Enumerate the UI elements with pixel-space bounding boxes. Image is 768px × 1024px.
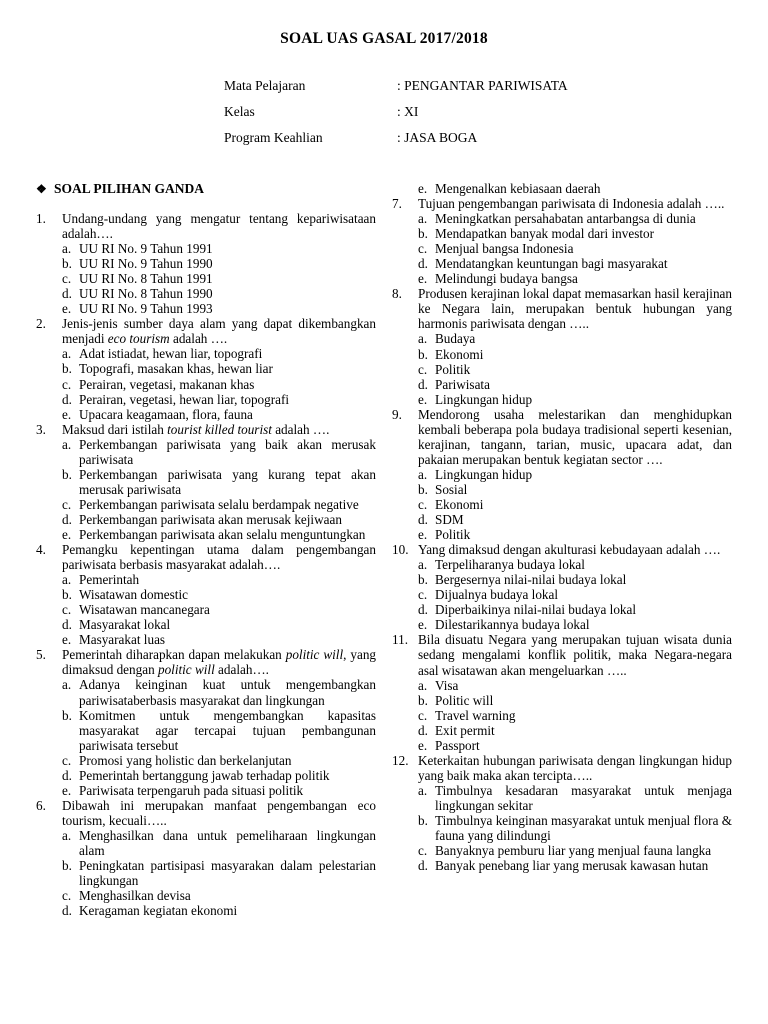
option-item (62, 617, 376, 632)
option-item (62, 301, 376, 316)
option-letter: d. (62, 903, 72, 919)
question-item (36, 542, 376, 647)
question-text-part: adalah …. (169, 331, 228, 347)
option-item (418, 572, 732, 587)
option-item (62, 346, 376, 361)
option-letter: c. (62, 496, 72, 512)
question-text (62, 647, 376, 677)
option-text: Lingkungan hidup (435, 466, 533, 482)
option-text: Perkembangan pariwisata akan selalu menguntungkan (79, 526, 366, 542)
option-letter: c. (62, 376, 72, 392)
option-letter: e. (62, 782, 72, 798)
option-letter: d. (62, 511, 72, 527)
option-item (62, 572, 376, 587)
italic-term: politic will (157, 662, 215, 678)
option-letter: a. (62, 436, 72, 452)
option-letter: e. (418, 527, 428, 543)
continued-option-block (392, 181, 732, 196)
option-text: Lingkungan hidup (435, 391, 533, 407)
option-text: Passport (435, 737, 480, 753)
option-text: Timbulnya kesadaran masyarakat untuk menjaga lingkungan sekitar (435, 782, 732, 813)
option-item (62, 768, 376, 783)
question-text (62, 422, 376, 437)
option-text: Bergesernya nilai-nilai budaya lokal (435, 572, 627, 588)
question-number: 9. (392, 406, 402, 422)
exam-title: SOAL UAS GASAL 2017/2018 (280, 30, 488, 47)
option-text: Perkembangan pariwisata yang baik akan merusak pariwisata (79, 436, 376, 467)
option-text: UU RI No. 9 Tahun 1991 (79, 241, 213, 257)
question-number: 7. (392, 196, 402, 212)
option-letter: b. (62, 858, 72, 874)
option-text: Peningkatan partisipasi masyarakan dalam pelestarian lingkungan (79, 858, 376, 889)
option-text: Wisatawan domestic (79, 587, 188, 603)
option-item (62, 241, 376, 256)
option-item (418, 783, 732, 813)
question-text (62, 316, 376, 346)
option-text: UU RI No. 9 Tahun 1990 (79, 256, 213, 272)
question-text-part: Jenis-jenis sumber daya alam yang dapat dikembangkan menjadi (62, 316, 376, 347)
option-letter: a. (62, 677, 72, 693)
option-letter: c. (62, 602, 72, 618)
option-item (62, 271, 376, 286)
option-item (62, 753, 376, 768)
option-letter: d. (418, 858, 428, 874)
option-letter: d. (62, 767, 72, 783)
question-number: 1. (36, 211, 46, 226)
option-letter: e. (418, 181, 428, 196)
option-letter: b. (62, 256, 72, 272)
meta-value: : JASA BOGA (397, 130, 478, 145)
option-item (418, 602, 732, 617)
option-letter: c. (62, 271, 72, 287)
question-number: 12. (392, 752, 409, 768)
question-item (392, 753, 732, 873)
question-item (392, 407, 732, 542)
meta-label: Program Keahlian (224, 130, 323, 145)
option-item (418, 678, 732, 693)
option-text: Pemerintah bertanggung jawab terhadap politik (79, 767, 330, 783)
option-item (62, 377, 376, 392)
option-item (418, 527, 732, 542)
option-text: Promosi yang holistic dan berkelanjutan (79, 752, 292, 768)
option-item (418, 241, 732, 256)
option-item (418, 362, 732, 377)
option-text: Sosial (435, 481, 468, 497)
option-letter: b. (418, 692, 428, 708)
option-letter: b. (418, 226, 428, 242)
option-letter: e. (62, 301, 72, 317)
left-column (36, 211, 376, 918)
question-item (36, 422, 376, 542)
option-item (418, 512, 732, 527)
question-text: Produsen kerajinan lokal dapat memasarkan hasil kerajinan ke Negara lain, merupakan bentuk hubungan yang harmonis pariwisata dengan ….. (418, 286, 732, 332)
option-letter: d. (418, 256, 428, 272)
question-number: 3. (36, 421, 46, 437)
option-item (418, 693, 732, 708)
option-text: Dilestarikannya budaya lokal (435, 617, 590, 633)
question-number: 8. (392, 286, 402, 302)
question-text-part: adalah …. (271, 421, 330, 437)
question-text-part: Pemerintah diharapkan dapan melakukan (62, 647, 286, 663)
question-number: 2. (36, 316, 46, 332)
option-letter: a. (418, 331, 428, 347)
option-letter: e. (62, 632, 72, 648)
option-item (62, 708, 376, 753)
option-letter: b. (62, 587, 72, 603)
question-item (392, 286, 732, 406)
question-text-part: , yang dimaksud dengan (62, 647, 377, 678)
option-item (418, 557, 732, 572)
option-letter: d. (418, 722, 428, 738)
option-item (62, 392, 376, 407)
option-text: Mengenalkan kebiasaan daerah (435, 181, 601, 196)
option-text: Pemerintah (79, 572, 140, 588)
option-text: Menjual bangsa Indonesia (435, 241, 574, 257)
option-text: Melindungi budaya bangsa (435, 271, 578, 287)
option-item (62, 527, 376, 542)
option-letter: e. (62, 526, 72, 542)
option-item (62, 858, 376, 888)
option-text: Diperbaikinya nilai-nilai budaya lokal (435, 602, 637, 618)
option-letter: c. (418, 496, 428, 512)
option-text: Ekonomi (435, 496, 484, 512)
option-text: Perkembangan pariwisata selalu berdampak negative (79, 496, 359, 512)
question-item (36, 647, 376, 797)
option-letter: a. (418, 557, 428, 573)
question-item (36, 798, 376, 918)
option-text: Timbulnya keinginan masyarakat untuk menjual flora & fauna yang dilindungi (435, 812, 732, 844)
option-item (62, 632, 376, 647)
option-letter: c. (418, 843, 428, 859)
option-item (62, 677, 376, 707)
option-letter: c. (62, 888, 72, 904)
option-item (62, 286, 376, 301)
option-item (418, 226, 732, 241)
option-text: SDM (435, 512, 464, 528)
option-text: Keragaman kegiatan ekonomi (79, 903, 238, 919)
option-text: Pariwisata terpengaruh pada situasi politik (79, 782, 304, 798)
option-item (418, 813, 732, 843)
option-letter: d. (418, 602, 428, 618)
question-number: 5. (36, 647, 46, 663)
option-letter: a. (418, 677, 428, 693)
meta-label: Mata Pelajaran (224, 78, 306, 93)
question-text: Undang-undang yang mengatur tentang kepariwisataan adalah…. (62, 211, 376, 242)
option-letter: a. (62, 241, 72, 257)
option-letter: c. (418, 241, 428, 257)
question-text: Dibawah ini merupakan manfaat pengembangan eco tourism, kecuali….. (62, 797, 376, 828)
option-item (62, 256, 376, 271)
question-item (392, 632, 732, 752)
option-item (62, 888, 376, 903)
question-text: Yang dimaksud dengan akulturasi kebudayaan adalah …. (418, 542, 721, 558)
italic-term: tourist killed tourist (167, 421, 272, 437)
option-letter: e. (418, 617, 428, 633)
question-text: Tujuan pengembangan pariwisata di Indonesia adalah ….. (418, 196, 725, 212)
diamond-bullet-icon: ❖ (36, 182, 47, 196)
option-text: UU RI No. 9 Tahun 1993 (79, 301, 213, 317)
option-item (418, 467, 732, 482)
meta-value: : XI (397, 104, 419, 119)
option-letter: b. (62, 707, 72, 723)
option-item (418, 708, 732, 723)
section-heading (36, 181, 204, 197)
option-letter: e. (418, 271, 428, 287)
option-text: Terpeliharanya budaya lokal (435, 557, 585, 573)
option-item (418, 271, 732, 286)
option-letter: c. (418, 707, 428, 723)
question-item (392, 196, 732, 286)
question-item (36, 211, 376, 316)
option-letter: d. (62, 391, 72, 407)
option-letter: b. (418, 572, 428, 588)
option-item (418, 587, 732, 602)
option-text: Exit permit (435, 722, 495, 738)
meta-value: : PENGANTAR PARIWISATA (397, 78, 568, 93)
option-text: Budaya (435, 331, 476, 347)
option-letter: c. (62, 752, 72, 768)
option-letter: e. (418, 737, 428, 753)
question-item (392, 542, 732, 632)
option-letter: b. (418, 481, 428, 497)
option-letter: b. (62, 466, 72, 482)
option-letter: c. (418, 587, 428, 603)
option-text: Politic will (435, 692, 494, 708)
option-text: Perkembangan pariwisata akan merusak kejiwaan (79, 511, 342, 527)
option-letter: b. (62, 361, 72, 377)
question-text: Keterkaitan hubungan pariwisata dengan lingkungan hidup yang baik maka akan tercipta….. (418, 752, 732, 783)
option-letter: c. (418, 361, 428, 377)
option-item (62, 467, 376, 497)
italic-term: eco tourism (107, 331, 170, 347)
option-text: Upacara keagamaan, flora, fauna (79, 406, 253, 422)
option-item (62, 587, 376, 602)
option-item (418, 181, 732, 196)
option-letter: a. (62, 572, 72, 588)
question-number: 10. (392, 542, 409, 558)
option-text: Meningkatkan persahabatan antarbangsa di dunia (435, 211, 696, 227)
option-text: Visa (435, 677, 459, 693)
option-item (418, 377, 732, 392)
option-text: Travel warning (435, 707, 516, 723)
option-item (418, 738, 732, 753)
option-item (62, 361, 376, 376)
option-letter: e. (62, 406, 72, 422)
option-letter: b. (418, 346, 428, 362)
option-letter: a. (418, 782, 428, 798)
option-text: Politik (435, 361, 471, 377)
option-item (62, 828, 376, 858)
option-text: Mendapatkan banyak modal dari investor (435, 226, 654, 242)
question-text: Pemangku kepentingan utama dalam pengembangan pariwisata berbasis masyarakat adalah…. (62, 542, 376, 573)
option-letter: d. (62, 617, 72, 633)
option-item (418, 858, 732, 873)
option-text: Perairan, vegetasi, hewan liar, topografi (79, 391, 290, 407)
option-text: Mendatangkan keuntungan bagi masyarakat (435, 256, 668, 272)
option-item (418, 256, 732, 271)
section-heading-text: SOAL PILIHAN GANDA (54, 181, 205, 196)
option-letter: d. (418, 512, 428, 528)
option-item (62, 512, 376, 527)
option-item (418, 392, 732, 407)
option-item (418, 482, 732, 497)
option-letter: a. (62, 346, 72, 362)
option-item (62, 602, 376, 617)
question-text: Mendorong usaha melestarikan dan menghidupkan kembali beberapa pola budaya tradisional seperti kesenian, kerajinan, tangann, tarian, music, upacara adat, dan pakaian merupakan bentuk kegiatan sector …. (418, 406, 732, 467)
option-text: Topografi, masakan khas, hewan liar (79, 361, 273, 377)
option-item (418, 331, 732, 346)
option-letter: a. (418, 211, 428, 227)
right-column (392, 181, 732, 873)
option-item (62, 783, 376, 798)
option-text: Perairan, vegetasi, makanan khas (79, 376, 255, 392)
option-letter: a. (418, 466, 428, 482)
option-text: UU RI No. 8 Tahun 1990 (79, 286, 213, 302)
meta-label: Kelas (224, 104, 255, 119)
option-text: Adanya keinginan kuat untuk mengembangkan pariwisataberbasis masyarakat dan lingkungan (79, 677, 376, 708)
question-text-part: adalah…. (214, 662, 269, 678)
question-number: 11. (392, 632, 408, 648)
option-text: Politik (435, 527, 471, 543)
option-text: Banyak penebang liar yang merusak kawasan hutan (435, 858, 709, 874)
option-item (62, 437, 376, 467)
option-item (62, 497, 376, 512)
option-item (418, 211, 732, 226)
option-text: Pariwisata (435, 376, 490, 392)
option-letter: d. (62, 286, 72, 302)
option-letter: a. (62, 827, 72, 843)
option-letter: e. (418, 391, 428, 407)
option-text: Menghasilkan dana untuk pemeliharaan lingkungan alam (79, 827, 376, 858)
option-text: Perkembangan pariwisata yang kurang tepat akan merusak pariwisata (79, 466, 376, 497)
option-text: Menghasilkan devisa (79, 888, 191, 904)
italic-term: politic will (285, 647, 344, 663)
option-letter: b. (418, 812, 428, 828)
option-item (418, 843, 732, 858)
option-text: Dijualnya budaya lokal (435, 587, 559, 603)
option-text: Masyarakat lokal (79, 617, 171, 633)
option-text: Wisatawan mancanegara (79, 602, 210, 618)
option-text: UU RI No. 8 Tahun 1991 (79, 271, 213, 287)
option-text: Adat istiadat, hewan liar, topografi (79, 346, 263, 362)
option-item (418, 497, 732, 512)
option-text: Masyarakat luas (79, 632, 166, 648)
option-item (418, 347, 732, 362)
question-number: 4. (36, 542, 46, 558)
option-text: Komitmen untuk mengembangkan kapasitas masyarakat agar tercapai tujuan pembangunan pariwisata tersebut (79, 707, 376, 753)
question-text-part: Maksud dari istilah (62, 421, 168, 437)
option-item (62, 903, 376, 918)
question-number: 6. (36, 797, 46, 813)
question-text: Bila disuatu Negara yang merupakan tujuan wisata dunia sedang mengalami konflik politik, maka Negara-negara asal wisatawan akan mengeluarkan ….. (418, 632, 732, 678)
option-text: Banyaknya pemburu liar yang menjual fauna langka (435, 843, 712, 859)
option-letter: d. (418, 376, 428, 392)
option-item (418, 617, 732, 632)
option-item (418, 723, 732, 738)
question-item (36, 316, 376, 421)
option-text: Ekonomi (435, 346, 484, 362)
option-item (62, 407, 376, 422)
